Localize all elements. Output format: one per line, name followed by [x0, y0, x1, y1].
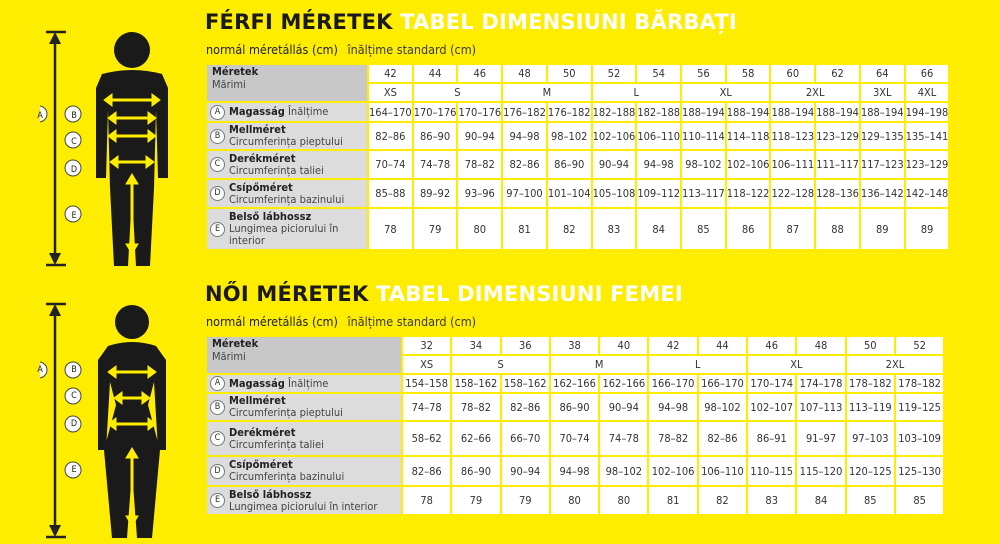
measurement-row	[207, 422, 943, 455]
measurement-label-ro: Înălțime	[288, 376, 329, 390]
men-size-table	[205, 63, 950, 251]
measurement-letter-badge: C	[210, 431, 225, 446]
measurement-value-cell: 98–102	[699, 394, 746, 420]
measurement-value-cell: 87	[771, 209, 814, 249]
measurement-value-cell: 89	[861, 209, 904, 249]
measurement-value-cell: 74–78	[403, 394, 450, 420]
measurement-label-hu: Belső lábhossz	[229, 210, 312, 223]
measurement-value-cell: 162–166	[551, 375, 598, 392]
women-subtitle-hu: normál méretállás (cm)	[206, 314, 338, 329]
measurement-row	[207, 151, 948, 178]
figure-marker-d: D	[70, 165, 78, 175]
measurement-row	[207, 209, 948, 249]
measurement-letter-badge: B	[210, 129, 225, 144]
measurement-value-cell: 93–96	[458, 180, 501, 207]
measurement-label-cell	[207, 487, 401, 514]
size-number-cell: 52	[593, 65, 636, 82]
measurement-label-ro: Înălțime	[288, 105, 329, 118]
size-number-cell: 48	[797, 337, 844, 354]
measurement-value-cell: 135–141	[906, 123, 949, 149]
measurement-value-cell: 166–170	[649, 375, 696, 392]
women-size-table	[205, 335, 945, 516]
measurement-value-cell: 66–70	[502, 422, 549, 455]
measurement-value-cell: 94–98	[551, 457, 598, 485]
measurement-label-ro: Circumferința taliei	[229, 437, 324, 451]
size-number-cell: 46	[748, 337, 795, 354]
measurement-label-ro: Circumferința pieptului	[229, 406, 343, 419]
measurement-value-cell: 82–86	[369, 123, 412, 149]
measurement-value-cell: 83	[748, 487, 795, 514]
women-subtitle	[206, 314, 476, 329]
size-letter-cell: L	[593, 84, 680, 101]
size-number-cell: 38	[551, 337, 598, 354]
measurement-value-cell: 128–136	[816, 180, 859, 207]
height-arrow	[46, 304, 66, 537]
measurement-value-cell: 158–162	[502, 375, 549, 392]
measurement-letter-badge: A	[210, 376, 225, 391]
measurement-value-cell: 86–90	[548, 151, 591, 178]
measurement-label-hu: Magasság	[229, 105, 285, 118]
measurement-label-ro: Lungimea piciorului în interior	[229, 499, 378, 513]
size-number-row	[207, 337, 943, 354]
measurement-value-cell: 94–98	[503, 123, 546, 149]
measurement-value-cell: 88	[816, 209, 859, 249]
measurement-label-hu: Mellméret	[229, 394, 286, 407]
size-letter-cell: 4XL	[906, 84, 949, 101]
men-subtitle-ro: înălțime standard (cm)	[347, 42, 477, 57]
measurement-value-cell: 178–182	[896, 375, 943, 392]
measurement-value-cell: 188–194	[861, 103, 904, 121]
measurement-value-cell: 178–182	[847, 375, 894, 392]
measurement-label-cell	[207, 209, 367, 249]
measurement-value-cell: 109–112	[637, 180, 680, 207]
size-number-cell: 66	[906, 65, 949, 82]
measurement-value-cell: 84	[637, 209, 680, 249]
size-number-cell: 44	[699, 337, 746, 354]
measurement-label-hu: Csípőméret	[229, 180, 293, 194]
measurement-label-cell	[207, 180, 367, 207]
measurement-value-cell: 81	[649, 487, 696, 514]
size-letter-cell: M	[503, 84, 590, 101]
measurement-letter-badge: A	[210, 105, 225, 120]
measurement-value-cell: 113–119	[847, 394, 894, 420]
measurement-value-cell: 79	[414, 209, 457, 249]
size-number-cell: 64	[861, 65, 904, 82]
figure-marker-e: E	[71, 465, 77, 475]
size-letter-cell: S	[452, 356, 549, 373]
size-letter-cell: L	[649, 356, 746, 373]
measurement-letter-badge: E	[210, 493, 225, 508]
size-number-cell: 46	[458, 65, 501, 82]
measurement-value-cell: 78–82	[458, 151, 501, 178]
measurement-value-cell: 115–120	[797, 457, 844, 485]
measurement-row	[207, 487, 943, 514]
measurement-label-cell	[207, 103, 367, 121]
measurement-value-cell: 78	[403, 487, 450, 514]
measurement-value-cell: 162–166	[600, 375, 647, 392]
size-letter-cell: S	[414, 84, 501, 101]
figure-marker-c: C	[71, 137, 77, 147]
size-number-cell: 42	[649, 337, 696, 354]
measurement-value-cell: 97–103	[847, 422, 894, 455]
measurement-letter-badge: E	[210, 222, 225, 237]
measurement-value-cell: 85	[847, 487, 894, 514]
measurement-value-cell: 98–102	[600, 457, 647, 485]
size-number-cell: 48	[503, 65, 546, 82]
measurement-value-cell: 58–62	[403, 422, 450, 455]
measurement-value-cell: 82–86	[503, 151, 546, 178]
size-number-cell: 32	[403, 337, 450, 354]
measurement-value-cell: 118–123	[771, 123, 814, 149]
measurement-value-cell: 85	[896, 487, 943, 514]
size-number-cell: 44	[414, 65, 457, 82]
figure-marker-e: E	[71, 211, 77, 221]
measurement-value-cell: 125–130	[896, 457, 943, 485]
male-figure-diagram	[40, 28, 195, 268]
size-header-ro: Mărimi	[212, 78, 246, 91]
size-number-cell: 58	[727, 65, 770, 82]
size-number-cell: 52	[896, 337, 943, 354]
measurement-value-cell: 110–114	[682, 123, 725, 149]
measurement-value-cell: 102–106	[727, 151, 770, 178]
measurement-value-cell: 164–170	[369, 103, 412, 121]
size-header-cell	[207, 65, 367, 101]
measurement-value-cell: 82	[548, 209, 591, 249]
measurement-label-cell	[207, 394, 401, 420]
size-number-cell: 56	[682, 65, 725, 82]
size-header-hu: Méretek	[212, 337, 259, 350]
measurement-value-cell: 89	[906, 209, 949, 249]
measurement-value-cell: 158–162	[452, 375, 499, 392]
measurement-value-cell: 94–98	[637, 151, 680, 178]
figure-marker-b: B	[71, 111, 77, 121]
figure-marker-b: B	[71, 365, 77, 375]
size-number-cell: 50	[847, 337, 894, 354]
measurement-value-cell: 90–94	[600, 394, 647, 420]
measurement-value-cell: 154–158	[403, 375, 450, 392]
measurement-value-cell: 136–142	[861, 180, 904, 207]
size-number-cell: 40	[600, 337, 647, 354]
measurement-value-cell: 91–97	[797, 422, 844, 455]
measurement-value-cell: 188–194	[682, 103, 725, 121]
measurement-value-cell: 123–129	[816, 123, 859, 149]
measurement-label-cell	[207, 151, 367, 178]
measurement-value-cell: 82	[699, 487, 746, 514]
size-number-cell: 42	[369, 65, 412, 82]
measurement-value-cell: 182–188	[593, 103, 636, 121]
size-header-hu: Méretek	[212, 65, 259, 78]
measurement-value-cell: 119–125	[896, 394, 943, 420]
measurement-label-cell	[207, 123, 367, 149]
measurement-value-cell: 188–194	[771, 103, 814, 121]
measurement-value-cell: 188–194	[727, 103, 770, 121]
measurement-label-ro: Circumferința pieptului	[229, 135, 343, 148]
measurement-value-cell: 188–194	[816, 103, 859, 121]
measurement-value-cell: 82–86	[403, 457, 450, 485]
size-number-cell: 50	[548, 65, 591, 82]
women-title-hu: NŐI MÉRETEK	[205, 282, 369, 306]
measurement-value-cell: 86–91	[748, 422, 795, 455]
men-subtitle	[206, 42, 476, 57]
size-header-cell	[207, 337, 401, 373]
measurement-value-cell: 86	[727, 209, 770, 249]
measurement-value-cell: 170–174	[748, 375, 795, 392]
size-letter-cell: M	[551, 356, 648, 373]
measurement-value-cell: 78	[369, 209, 412, 249]
measurement-value-cell: 176–182	[503, 103, 546, 121]
size-letter-cell: 2XL	[771, 84, 858, 101]
men-subtitle-hu: normál méretállás (cm)	[206, 42, 338, 57]
measurement-value-cell: 62–66	[452, 422, 499, 455]
measurement-row	[207, 394, 943, 420]
men-title-hu: FÉRFI MÉRETEK	[205, 10, 393, 34]
size-letter-cell: XS	[369, 84, 412, 101]
measurement-label-ro: Lungimea piciorului în interior	[229, 222, 339, 247]
measurement-label-ro: Circumferința bazinului	[229, 192, 345, 206]
figure-marker-c: C	[71, 391, 77, 401]
measurement-value-cell: 170–176	[458, 103, 501, 121]
measurement-value-cell: 106–110	[699, 457, 746, 485]
measurement-value-cell: 182–188	[637, 103, 680, 121]
measurement-value-cell: 118–122	[727, 180, 770, 207]
measurement-value-cell: 174–178	[797, 375, 844, 392]
measurement-label-cell	[207, 375, 401, 392]
measurement-value-cell: 102–106	[649, 457, 696, 485]
measurement-value-cell: 142–148	[906, 180, 949, 207]
measurement-value-cell: 79	[452, 487, 499, 514]
measurement-value-cell: 70–74	[369, 151, 412, 178]
size-header-ro: Mărimi	[212, 350, 246, 363]
measurement-value-cell: 113–117	[682, 180, 725, 207]
women-section	[0, 272, 1000, 544]
measurement-label-cell	[207, 457, 401, 485]
measurement-label-ro: Circumferința bazinului	[229, 470, 345, 483]
measurement-label-cell	[207, 422, 401, 455]
measurement-value-cell: 129–135	[861, 123, 904, 149]
women-subtitle-ro: înălțime standard (cm)	[347, 314, 477, 329]
size-letter-cell: XL	[748, 356, 845, 373]
measurement-value-cell: 74–78	[414, 151, 457, 178]
measurement-value-cell: 97–100	[503, 180, 546, 207]
size-letter-cell: XL	[682, 84, 769, 101]
measurement-row	[207, 123, 948, 149]
measurement-value-cell: 102–107	[748, 394, 795, 420]
measurement-value-cell: 90–94	[502, 457, 549, 485]
figure-marker-a: A	[37, 111, 43, 121]
measurement-row	[207, 375, 943, 392]
measurement-value-cell: 86–90	[452, 457, 499, 485]
size-number-cell: 34	[452, 337, 499, 354]
size-number-cell: 60	[771, 65, 814, 82]
size-number-cell: 36	[502, 337, 549, 354]
women-title	[205, 282, 683, 306]
measurement-value-cell: 85–88	[369, 180, 412, 207]
measurement-value-cell: 78–82	[452, 394, 499, 420]
measurement-value-cell: 106–111	[771, 151, 814, 178]
measurement-value-cell: 90–94	[458, 123, 501, 149]
size-letter-cell: 2XL	[847, 356, 944, 373]
measurement-label-hu: Csípőméret	[229, 458, 293, 471]
measurement-value-cell: 117–123	[861, 151, 904, 178]
measurement-value-cell: 81	[503, 209, 546, 249]
measurement-value-cell: 79	[502, 487, 549, 514]
measurement-value-cell: 102–106	[593, 123, 636, 149]
measurement-letter-badge: C	[210, 157, 225, 172]
men-title-ro: TABEL DIMENSIUNI BĂRBAȚI	[400, 10, 737, 34]
measurement-value-cell: 106–110	[637, 123, 680, 149]
measurement-value-cell: 80	[551, 487, 598, 514]
men-title	[205, 10, 737, 34]
measurement-value-cell: 98–102	[682, 151, 725, 178]
measurement-value-cell: 170–176	[414, 103, 457, 121]
measurement-value-cell: 101–104	[548, 180, 591, 207]
size-letter-cell: 3XL	[861, 84, 904, 101]
figure-marker-a: A	[37, 365, 43, 375]
measurement-value-cell: 70–74	[551, 422, 598, 455]
measurement-value-cell: 98–102	[548, 123, 591, 149]
measurement-label-hu: Mellméret	[229, 123, 286, 136]
measurement-letter-badge: B	[210, 400, 225, 415]
measurement-label-hu: Magasság	[229, 376, 285, 390]
measurement-value-cell: 74–78	[600, 422, 647, 455]
measurement-value-cell: 85	[682, 209, 725, 249]
size-number-cell: 54	[637, 65, 680, 82]
measurement-value-cell: 194–198	[906, 103, 949, 121]
measurement-row	[207, 103, 948, 121]
measurement-value-cell: 86–90	[414, 123, 457, 149]
measurement-value-cell: 122–128	[771, 180, 814, 207]
measurement-value-cell: 94–98	[649, 394, 696, 420]
measurement-row	[207, 180, 948, 207]
measurement-label-ro: Circumferința taliei	[229, 163, 324, 177]
measurement-value-cell: 80	[600, 487, 647, 514]
measurement-value-cell: 107–113	[797, 394, 844, 420]
measurement-label-hu: Belső lábhossz	[229, 487, 312, 501]
measurement-value-cell: 176–182	[548, 103, 591, 121]
measurement-value-cell: 83	[593, 209, 636, 249]
measurement-letter-badge: D	[210, 186, 225, 201]
size-number-cell: 62	[816, 65, 859, 82]
measurement-value-cell: 123–129	[906, 151, 949, 178]
size-letter-cell: XS	[403, 356, 450, 373]
women-title-ro: TABEL DIMENSIUNI FEMEI	[375, 282, 683, 306]
measurement-value-cell: 120–125	[847, 457, 894, 485]
measurement-value-cell: 111–117	[816, 151, 859, 178]
height-arrow	[46, 32, 66, 265]
figure-marker-d: D	[70, 419, 78, 429]
measurement-value-cell: 84	[797, 487, 844, 514]
measurement-letter-badge: D	[210, 464, 225, 479]
measurement-value-cell: 114–118	[727, 123, 770, 149]
measurement-value-cell: 82–86	[502, 394, 549, 420]
measurement-row	[207, 457, 943, 485]
measurement-label-hu: Derékméret	[229, 151, 296, 165]
female-figure-diagram	[40, 300, 195, 540]
measurement-value-cell: 166–170	[699, 375, 746, 392]
measurement-value-cell: 82–86	[699, 422, 746, 455]
measurement-value-cell: 103–109	[896, 422, 943, 455]
measurement-value-cell: 89–92	[414, 180, 457, 207]
size-number-row	[207, 65, 948, 82]
measurement-value-cell: 90–94	[593, 151, 636, 178]
measurement-label-hu: Derékméret	[229, 425, 296, 439]
measurement-value-cell: 105–108	[593, 180, 636, 207]
measurement-value-cell: 86–90	[551, 394, 598, 420]
measurement-value-cell: 80	[458, 209, 501, 249]
measurement-value-cell: 110–115	[748, 457, 795, 485]
measurement-value-cell: 78–82	[649, 422, 696, 455]
